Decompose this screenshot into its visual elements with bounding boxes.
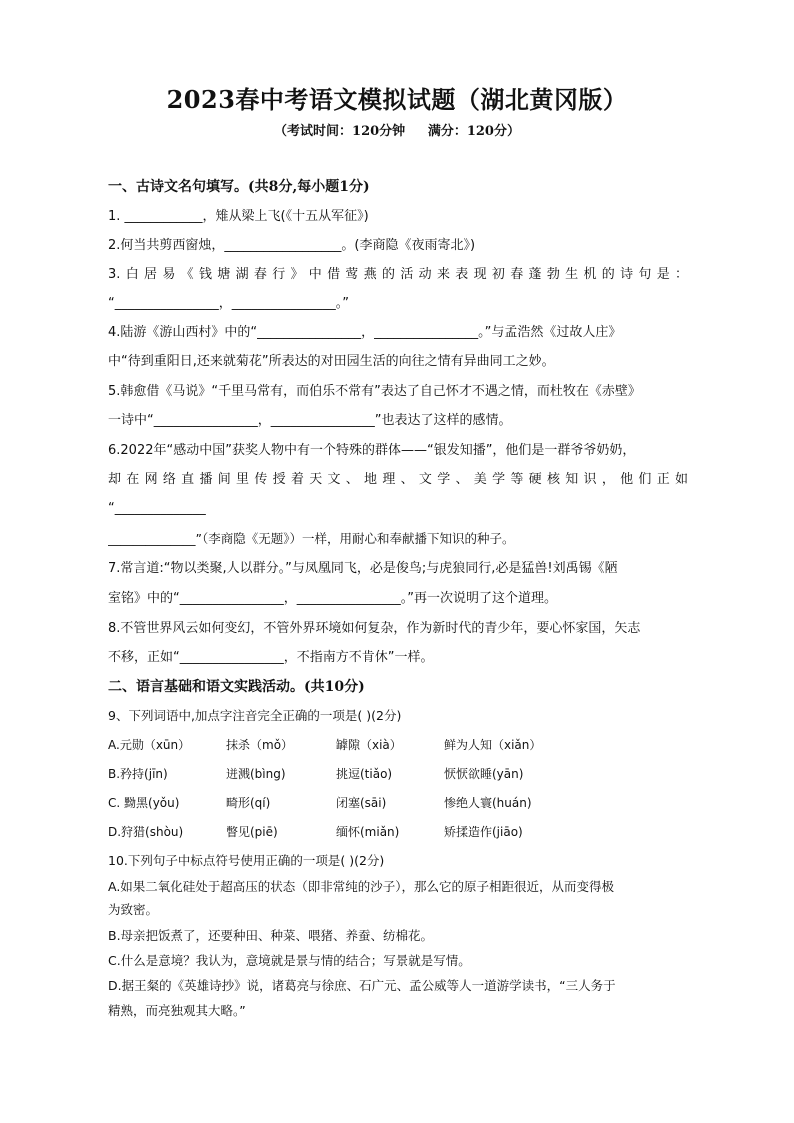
question-line: 为致密。 [108,902,159,917]
option-item: 罅隙（xià） [336,738,402,752]
question-line: 一诗中“________________，________________”也表达了这样的感情。 [108,413,512,428]
question-line: 6.2022年“感动中国”获奖人物中有一个特殊的群体——“银发知播”，他们是一群爷爷奶奶， [108,443,636,458]
question-line: 4.陆游《游山西村》中的“________________，________________。”与孟浩然《过故人庄》 [108,325,622,340]
question-line: 5.韩愈借《马说》“千里马常有，而伯乐不常有”表达了自己怀才不遇之情，而杜牧在《赤壁》 [108,384,641,399]
option-item: B.矜持(jīn) [108,767,168,781]
question-line: 中“待到重阳日,还来就菊花”所表达的对田园生活的向往之情有异曲同工之妙。 [108,354,555,369]
question-line: 2.何当共剪西窗烛，__________________。(李商隐《夜雨寄北》) [108,238,476,253]
question-line: 却在网络直播间里传授着天文、地理、文学、美学等硬核知识，他们正如 [108,472,688,487]
question-line: ______________”（李商隐《无题》）一样，用耐心和奉献播下知识的种子。 [108,531,515,546]
option-item: A.元勋（xūn） [108,738,191,752]
option-item: 畸形(qí) [226,796,271,810]
option-item: 闭塞(sāi) [336,796,387,810]
question-line: 7.常言道:“物以类聚,人以群分。”与凤凰同飞，必是俊鸟;与虎狼同行,必是猛兽!刘禹锡《陋 [108,561,618,576]
page-title: 2023春中考语文模拟试题（湖北黄冈版） [166,85,628,114]
option-item: 鲜为人知（xiǎn） [444,738,542,752]
question-line: 10.下列句子中标点符号使用正确的一项是( )(2分) [108,853,385,868]
option-item: 迸溅(bìng) [226,767,286,781]
question-line: 精熟，而亮独观其大略。” [108,1003,246,1018]
question-line: 8.不管世界风云如何变幻，不管外界环境如何复杂，作为新时代的青少年，要心怀家国，矢志 [108,621,641,636]
question-line: 室铭》中的“________________，________________。”再一次说明了这个道理。 [108,591,557,606]
option-item: 惨绝人寰(huán) [444,796,532,810]
section-heading: 二、语言基础和语文实践活动。(共10分) [108,679,365,695]
question-line: 9、下列词语中,加点字注音完全正确的一项是( )(2分) [108,708,402,723]
question-line: “______________ [108,501,206,516]
option-item: 瞥见(piē) [226,825,278,839]
question-line: A.如果二氧化硅处于超高压的状态（即非常纯的沙子），那么它的原子相距很近，从而变得极 [108,879,615,894]
question-line: 1. ____________，雉从梁上飞(《十五从军征》) [108,209,369,224]
option-item: 矫揉造作(jiāo) [444,825,523,839]
question-line: 不移，正如“________________，不指南方不肯休”一样。 [108,650,434,665]
section-heading: 一、古诗文名句填写。(共8分,每小题1分) [108,179,370,195]
option-item: 挑逗(tiǎo) [336,767,393,781]
option-item: 抹杀（mǒ） [226,738,294,752]
question-line: 3.白居易《钱塘湖春行》中借莺燕的活动来表现初春蓬勃生机的诗句是： [108,267,688,282]
option-item: 恹恹欲睡(yān) [444,767,524,781]
question-line: C.什么是意境？我认为，意境就是景与情的结合；写景就是写情。 [108,953,471,968]
question-line: B.母亲把饭煮了，还要种田、种菜、喂猪、养蚕、纺棉花。 [108,928,434,943]
option-item: C. 黝黑(yǒu) [108,796,180,810]
option-item: D.狩猎(shòu) [108,825,184,839]
question-line: D.据王粲的《英雄诗抄》说，诸葛亮与徐庶、石广元、孟公威等人一道游学读书，“三人务于 [108,978,616,993]
exam-info: （考试时间：120分钟 满分：120分） [274,124,520,139]
question-line: “________________，________________。” [108,296,349,311]
option-item: 缅怀(miǎn) [336,825,400,839]
